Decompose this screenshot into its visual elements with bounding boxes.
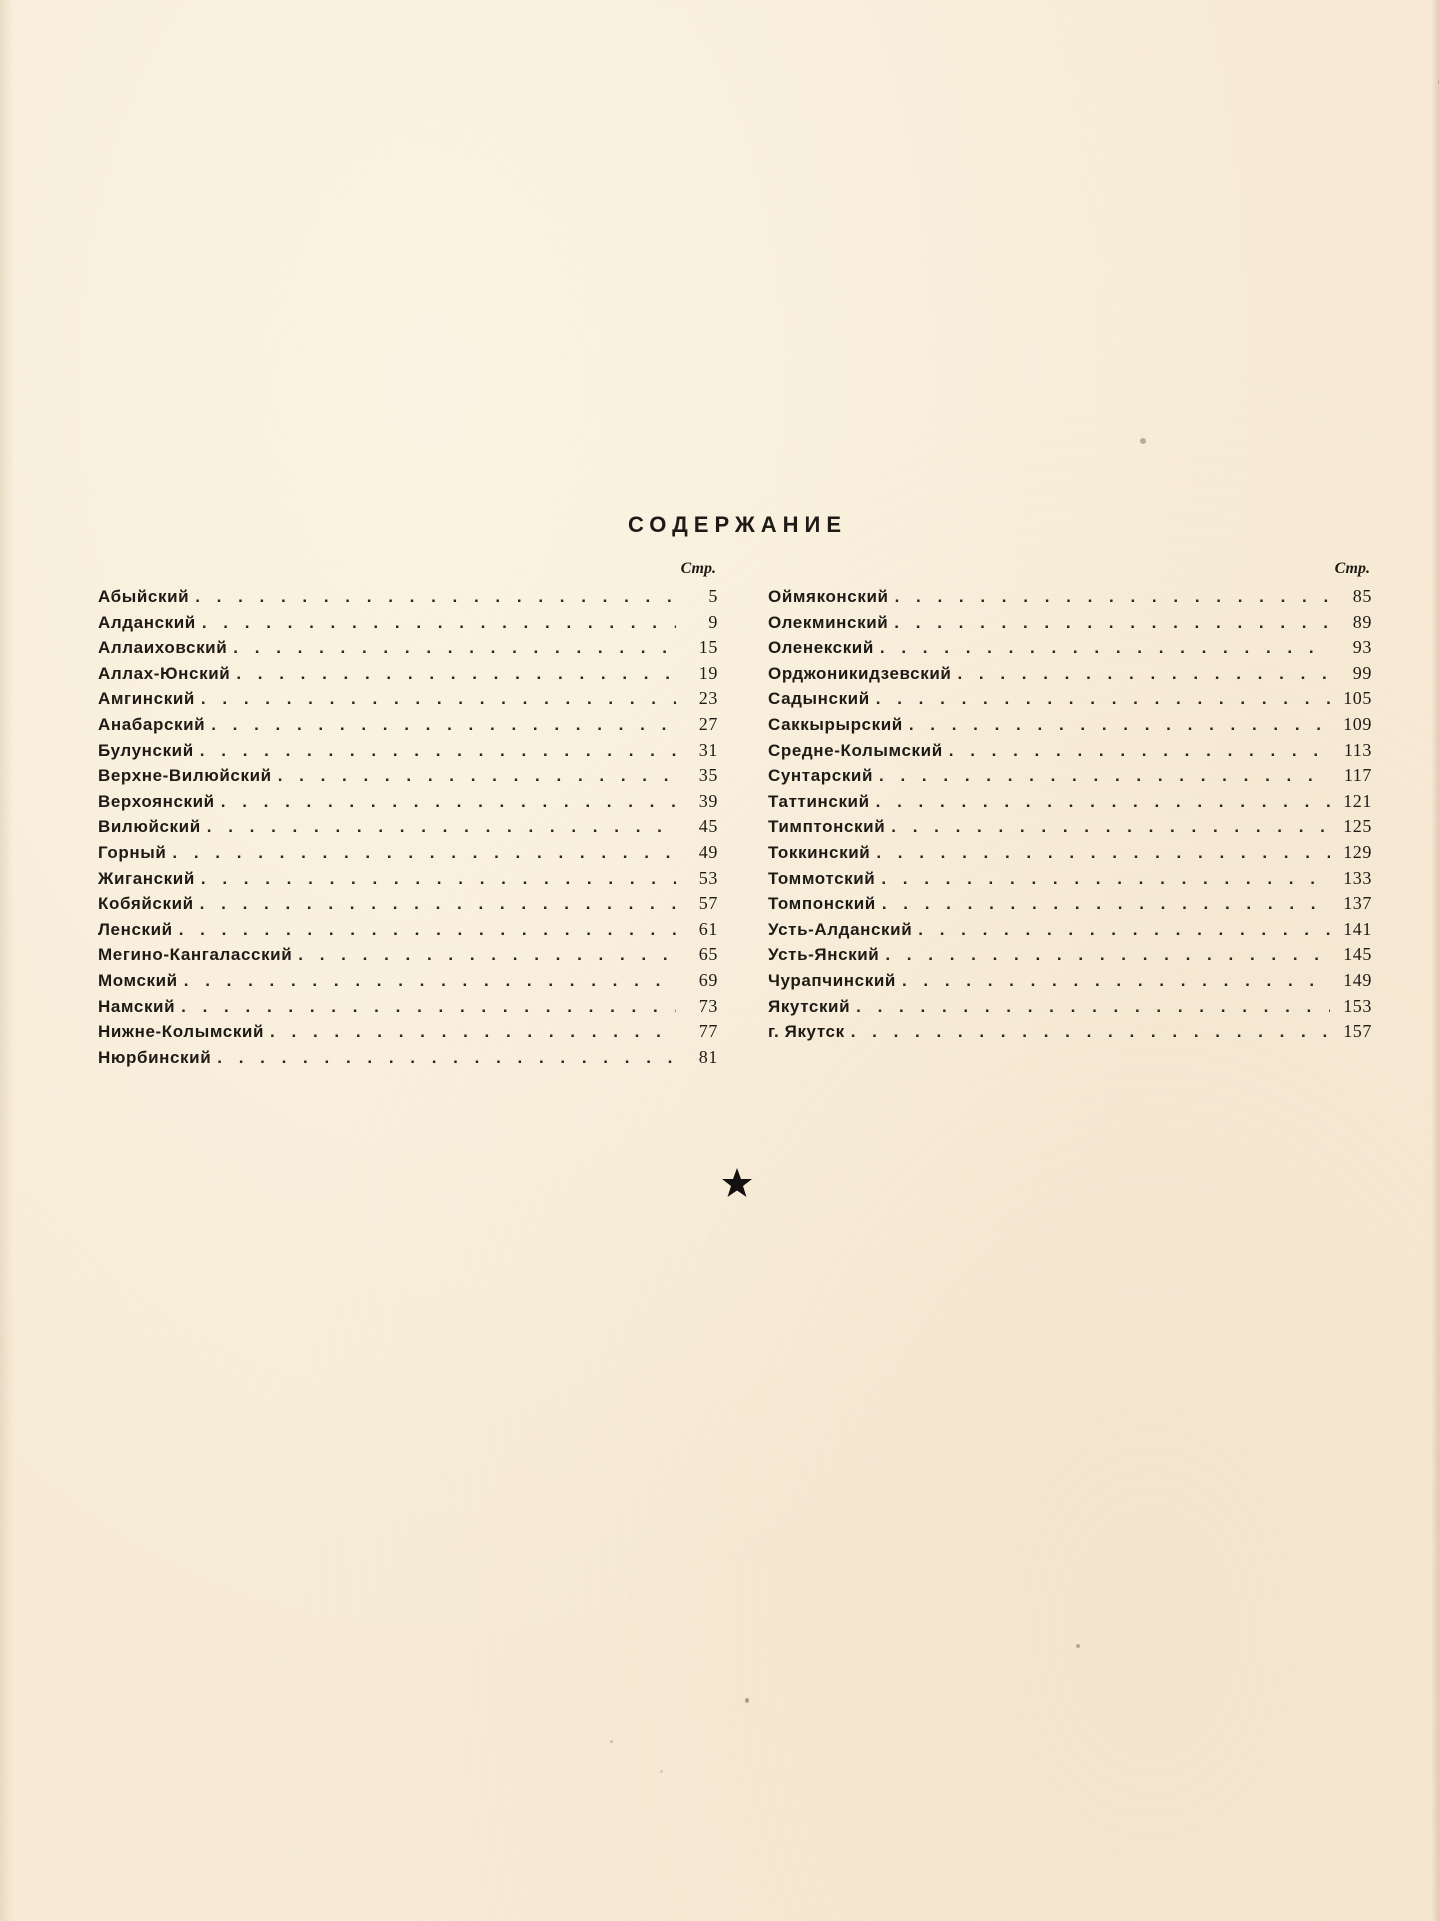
toc-entry-page: 129 — [1343, 841, 1372, 862]
toc-entry — [98, 586, 718, 612]
dot-leader — [885, 945, 1330, 965]
toc-entry-page: 81 — [698, 1046, 718, 1067]
dot-leader — [195, 587, 676, 607]
toc-entry-page: 9 — [708, 611, 718, 632]
toc-entry — [768, 919, 1372, 945]
toc-entry-page: 31 — [698, 739, 718, 760]
dot-leader — [876, 792, 1330, 812]
toc-entry-name: Верхне-Вилюйский — [98, 766, 272, 786]
toc-entry-name: Якутский — [768, 996, 851, 1016]
toc-entry-name: Садынский — [768, 689, 870, 709]
toc-entry-name: г. Якутск — [768, 1022, 845, 1042]
toc-entry-name: Кобяйский — [98, 894, 194, 914]
toc-entry — [768, 637, 1372, 663]
toc-entry-name: Мегино-Кангаласский — [98, 945, 293, 965]
toc-entry — [98, 816, 718, 842]
toc-entry-name: Ленский — [98, 919, 173, 939]
toc-list-left — [98, 586, 718, 1072]
dot-leader — [236, 664, 676, 684]
toc-entry-name: Сунтарский — [768, 766, 874, 786]
dot-leader — [201, 869, 676, 889]
toc-entry — [768, 714, 1372, 740]
page-edge-shadow-left — [0, 0, 14, 1921]
toc-column-right — [768, 560, 1372, 1047]
toc-entry — [98, 740, 718, 766]
toc-entry — [768, 663, 1372, 689]
toc-entry — [768, 893, 1372, 919]
toc-entry-page: 73 — [698, 995, 718, 1016]
toc-entry — [768, 944, 1372, 970]
toc-entry — [98, 996, 718, 1022]
toc-entry-name: Момский — [98, 970, 178, 990]
toc-entry-page: 27 — [698, 713, 718, 734]
toc-entry-page: 19 — [698, 662, 718, 683]
toc-entry — [98, 842, 718, 868]
toc-entry-page: 117 — [1343, 765, 1372, 786]
toc-entry-page: 65 — [698, 944, 718, 965]
toc-entry-name: Таттинский — [768, 791, 870, 811]
dot-leader — [957, 664, 1330, 684]
toc-entry — [98, 637, 718, 663]
toc-entry-page: 23 — [698, 688, 718, 709]
toc-entry — [98, 919, 718, 945]
toc-entry-page: 5 — [708, 586, 718, 606]
toc-entry — [768, 868, 1372, 894]
toc-entry-name: Тимптонский — [768, 817, 886, 837]
toc-entry-name: Олекминский — [768, 612, 889, 632]
dot-leader — [894, 613, 1330, 633]
toc-entry — [98, 714, 718, 740]
toc-entry-page: 121 — [1343, 790, 1372, 811]
toc-entry-page: 85 — [1352, 586, 1372, 606]
toc-entry — [98, 970, 718, 996]
toc-entry — [768, 688, 1372, 714]
toc-entry-page: 93 — [1352, 637, 1372, 658]
toc-entry-page: 15 — [698, 637, 718, 658]
toc-entry-name: Орджоникидзевский — [768, 663, 952, 683]
paper-speck — [745, 1698, 749, 1703]
toc-entry — [98, 944, 718, 970]
toc-entry-page: 137 — [1343, 893, 1372, 914]
toc-entry — [768, 765, 1372, 791]
dot-leader — [891, 817, 1330, 837]
dot-leader — [879, 766, 1330, 786]
dot-leader — [278, 766, 676, 786]
toc-entry — [768, 970, 1372, 996]
dot-leader — [909, 715, 1330, 735]
toc-entry-page: 89 — [1352, 611, 1372, 632]
toc-entry — [768, 816, 1372, 842]
dot-leader — [880, 638, 1330, 658]
toc-entry — [768, 791, 1372, 817]
page-column-header: Стр. — [680, 560, 716, 577]
toc-entry-page: 99 — [1352, 662, 1372, 683]
toc-entry-name: Жиганский — [98, 868, 195, 888]
toc-entry-page: 57 — [698, 893, 718, 914]
toc-entry-page: 149 — [1343, 969, 1372, 990]
toc-entry-name: Амгинский — [98, 689, 195, 709]
toc-entry-page: 77 — [698, 1021, 718, 1042]
dot-leader — [201, 689, 676, 709]
dot-leader — [184, 971, 676, 991]
dot-leader — [895, 587, 1330, 607]
page-title: СОДЕРЖАНИЕ — [627, 512, 848, 537]
paper-speck — [1140, 438, 1146, 444]
toc-entry-page: 45 — [698, 816, 718, 837]
dot-leader — [221, 792, 676, 812]
toc-entry — [768, 586, 1372, 612]
toc-entry-name: Оленекский — [768, 638, 874, 658]
dot-leader — [172, 843, 676, 863]
dot-leader — [233, 638, 676, 658]
dot-leader — [200, 741, 676, 761]
dot-leader — [179, 920, 676, 940]
toc-column-left — [98, 560, 718, 1072]
dot-leader — [217, 1048, 676, 1068]
dot-leader — [902, 971, 1330, 991]
toc-entry-page: 145 — [1343, 944, 1372, 965]
toc-entry-name: Усть-Янский — [768, 945, 880, 965]
dot-leader — [881, 869, 1330, 889]
toc-entry — [98, 663, 718, 689]
toc-entry-name: Аллаиховский — [98, 638, 228, 658]
toc-entry-name: Вилюйский — [98, 817, 201, 837]
toc-entry-page: 35 — [698, 765, 718, 786]
toc-entry-page: 39 — [698, 790, 718, 811]
toc-entry-name: Алданский — [98, 612, 196, 632]
toc-entry — [98, 893, 718, 919]
toc-entry-name: Нюрбинский — [98, 1047, 212, 1067]
dot-leader — [270, 1022, 676, 1042]
paper-speck — [660, 1770, 663, 1773]
toc-entry — [98, 868, 718, 894]
toc-entry-page: 157 — [1343, 1021, 1372, 1042]
paper-speck — [610, 1740, 613, 1743]
dot-leader — [876, 843, 1330, 863]
paper-speck — [1076, 1644, 1080, 1648]
toc-entry-name: Томмотский — [768, 868, 876, 888]
toc-entry-name: Намский — [98, 996, 176, 1016]
dot-leader — [211, 715, 676, 735]
toc-entry — [98, 791, 718, 817]
toc-entry — [98, 1047, 718, 1073]
toc-entry — [768, 842, 1372, 868]
toc-entry-page: 141 — [1343, 918, 1372, 939]
dot-leader — [856, 997, 1330, 1017]
toc-entry — [98, 612, 718, 638]
toc-entry-name: Чурапчинский — [768, 970, 896, 990]
dot-leader — [918, 920, 1330, 940]
toc-list-right — [768, 586, 1372, 1047]
toc-entry — [768, 740, 1372, 766]
dot-leader — [298, 945, 676, 965]
toc-entry-page: 49 — [698, 841, 718, 862]
toc-entry-name: Верхоянский — [98, 791, 215, 811]
toc-entry-page: 53 — [698, 867, 718, 888]
toc-entry-name: Абыйский — [98, 587, 190, 606]
toc-entry — [98, 1021, 718, 1047]
toc-entry-name: Аллах-Юнский — [98, 663, 231, 683]
toc-entry-page: 133 — [1343, 867, 1372, 888]
toc-entry-page: 113 — [1343, 739, 1372, 760]
dot-leader — [200, 894, 676, 914]
toc-entry-name: Оймяконский — [768, 587, 889, 606]
toc-entry-name: Средне-Колымский — [768, 740, 943, 760]
toc-entry — [768, 996, 1372, 1022]
toc-entry-name: Булунский — [98, 740, 194, 760]
toc-entry-name: Нижне-Колымский — [98, 1022, 265, 1042]
toc-entry-name: Анабарский — [98, 714, 206, 734]
dot-leader — [851, 1022, 1330, 1042]
dot-leader — [181, 997, 676, 1017]
dot-leader — [876, 689, 1330, 709]
star-icon — [720, 1166, 754, 1200]
toc-entry-name: Томпонский — [768, 894, 876, 914]
dot-leader — [207, 817, 676, 837]
toc-entry — [768, 612, 1372, 638]
toc-entry — [98, 765, 718, 791]
toc-entry-page: 109 — [1343, 713, 1372, 734]
toc-entry-name: Усть-Алданский — [768, 919, 913, 939]
toc-entry-page: 61 — [698, 918, 718, 939]
toc-entry-name: Токкинский — [768, 842, 871, 862]
toc-entry-name: Саккырырский — [768, 714, 903, 734]
toc-entry-page: 153 — [1343, 995, 1372, 1016]
dot-leader — [882, 894, 1330, 914]
toc-entry-page: 105 — [1343, 688, 1372, 709]
toc-entry-page: 69 — [698, 969, 718, 990]
toc-entry-page: 125 — [1343, 816, 1372, 837]
toc-entry-name: Горный — [98, 842, 167, 862]
dot-leader — [202, 613, 676, 633]
page-column-header: Стр. — [1334, 560, 1370, 577]
page-edge-shadow-right — [1431, 0, 1439, 1921]
dot-leader — [949, 741, 1330, 761]
toc-entry — [98, 688, 718, 714]
toc-entry — [768, 1021, 1372, 1047]
